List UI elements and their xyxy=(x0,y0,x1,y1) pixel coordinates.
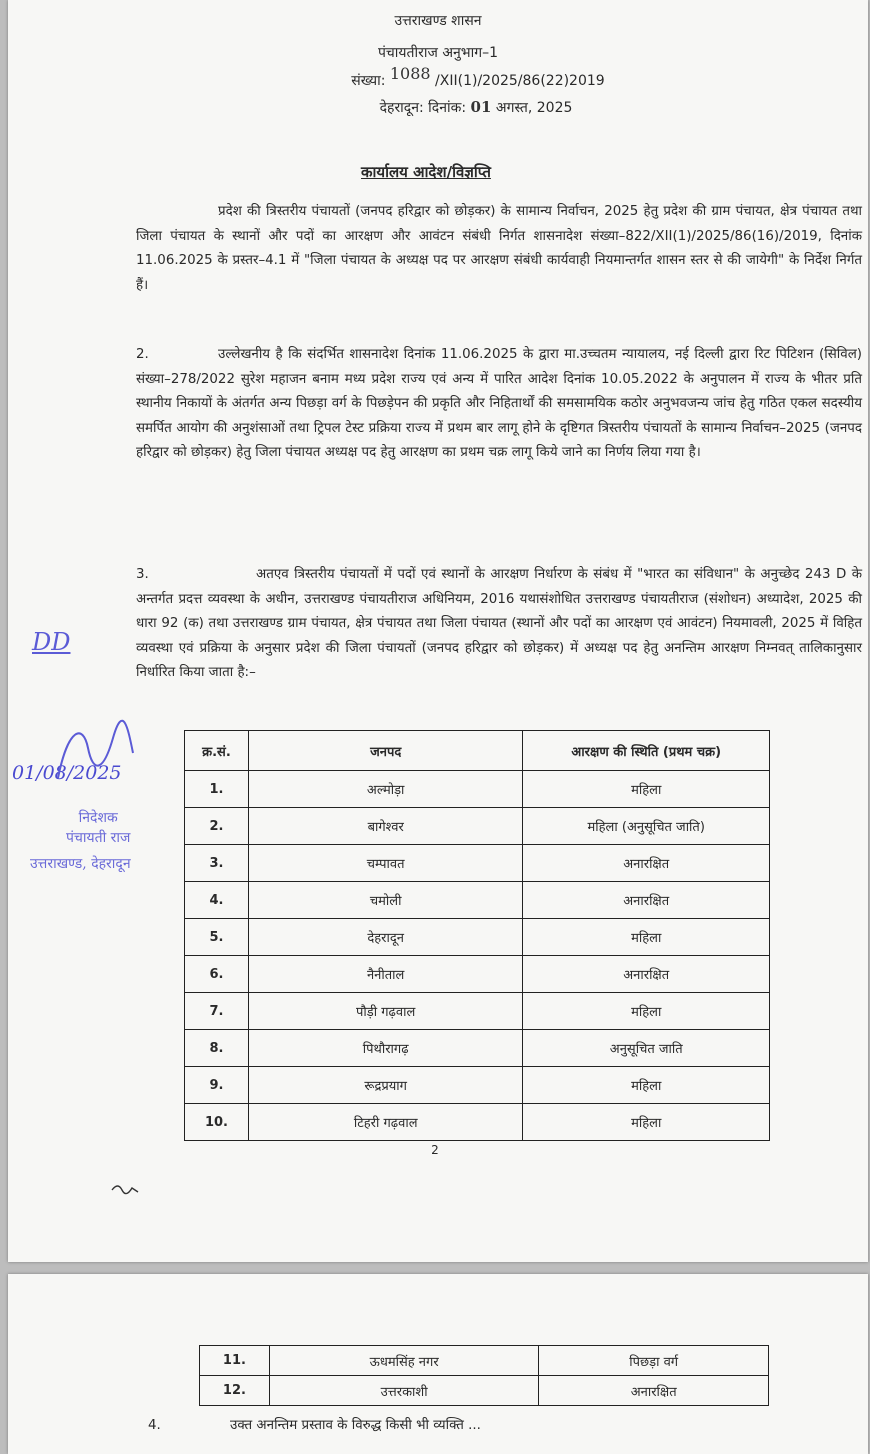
reservation-status-cell: अनुसूचित जाति xyxy=(523,1030,770,1067)
date-line xyxy=(8,98,868,117)
document-page-2 xyxy=(8,1274,868,1454)
government-name: उत्तराखण्ड शासन xyxy=(394,13,482,29)
reservation-status-cell: महिला xyxy=(523,1067,770,1104)
serial-number-cell: 6. xyxy=(185,956,249,993)
table-row xyxy=(185,993,770,1030)
handwritten-initials: DD xyxy=(32,628,71,656)
district-cell: रूद्रप्रयाग xyxy=(248,1067,523,1104)
date-day-handwritten: 01 xyxy=(470,98,492,116)
reservation-table-continued xyxy=(199,1345,769,1406)
table-header-cell: जनपद xyxy=(248,731,523,771)
district-cell: चम्पावत xyxy=(248,845,523,882)
stamp-line-3: उत्तराखण्ड, देहरादून xyxy=(30,856,131,872)
paragraph-1: प्रदेश की त्रिस्तरीय पंचायतों (जनपद हरिद्वार को छोड़कर) के सामान्य निर्वाचन, 2025 हेतु प्रदेश की ग्राम पंचायत, क्षेत्र पंचायत तथा जिला पंचायत के स्थानों और पदों का आरक्षण और आवंटन संबंधी निर्गत शासनादेश संख्या–822/XII(1)/2025/86(16)/2019, दिनांक 11.06.2025 के प्रस्तर–4.1 में "जिला पंचायत के अध्यक्ष पद पर आरक्षण संबंधी कार्यवाही नियमान्तर्गत शासन स्तर से की जायेगी" के निर्देश निर्गत हैं। xyxy=(136,204,862,293)
table-row xyxy=(185,808,770,845)
district-cell: पिथौरागढ़ xyxy=(248,1030,523,1067)
district-cell: टिहरी गढ़वाल xyxy=(248,1104,523,1141)
serial-number-cell: 10. xyxy=(185,1104,249,1141)
table-header-cell: आरक्षण की स्थिति (प्रथम चक्र) xyxy=(523,731,770,771)
district-cell: उत्तरकाशी xyxy=(269,1376,539,1406)
reference-suffix: /XII(1)/2025/86(22)2019 xyxy=(435,73,605,89)
official-stamp xyxy=(66,808,130,848)
stamp-line-2: पंचायती राज xyxy=(66,830,131,846)
table-row xyxy=(185,1030,770,1067)
district-cell: चमोली xyxy=(248,882,523,919)
table-row xyxy=(200,1376,769,1406)
table-row xyxy=(200,1346,769,1376)
reference-number-handwritten: 1088 xyxy=(389,64,431,83)
district-cell: ऊधमसिंह नगर xyxy=(269,1346,539,1376)
serial-number-cell: 2. xyxy=(185,808,249,845)
table-row xyxy=(185,1067,770,1104)
paragraph-4-number: 4. xyxy=(148,1418,161,1433)
page-number: 2 xyxy=(431,1143,439,1157)
paragraph-2-text: उल्लेखनीय है कि संदर्भित शासनादेश दिनांक 11.06.2025 के द्वारा मा.उच्चतम न्यायालय, नई दिल्ली द्वारा रिट पिटिशन (सिविल) संख्या–278/2022 सुरेश महाजन बनाम मध्य प्रदेश राज्य एवं अन्य में पारित आदेश दिनांक 10.05.2022 के अनुपालन में राज्य के भीतर प्रति स्थानीय निकायों के अंतर्गत अन्य पिछड़ा वर्ग के पिछड़ेपन की प्रकृति और निहितार्थों की समसामयिक कठोर अनुभवजन्य जांच हेतु गठित एकल सदस्यीय समर्पित आयोग की अनुशंसाओं तथा ट्रिपल टेस्ट प्रक्रिया राज्य में प्रथम बार लागू होने के दृष्टिगत त्रिस्तरीय पंचायतों के सामान्य निर्वाचन–2025 (जनपद हरिद्वार को छोड़कर) हेतु जिला पंचायत अध्यक्ष पद हेतु आरक्षण का प्रथम चक्र लागू किये जाने का निर्णय लिया गया है। xyxy=(136,347,862,461)
reservation-status-cell: पिछड़ा वर्ग xyxy=(539,1346,769,1376)
serial-number-cell: 12. xyxy=(200,1376,270,1406)
paragraph-3 xyxy=(136,563,862,686)
table-row xyxy=(185,956,770,993)
serial-number-cell: 9. xyxy=(185,1067,249,1104)
paragraph-2 xyxy=(136,343,862,466)
district-cell: नैनीताल xyxy=(248,956,523,993)
serial-number-cell: 1. xyxy=(185,771,249,808)
table-row xyxy=(185,882,770,919)
table-row xyxy=(185,919,770,956)
date-label: देहरादून: दिनांक: xyxy=(379,100,467,116)
table-row xyxy=(185,845,770,882)
serial-number-cell: 5. xyxy=(185,919,249,956)
paragraph-3-text: अतएव त्रिस्तरीय पंचायतों में पदों एवं स्थानों के आरक्षण निर्धारण के संबंध में "भारत का संविधान" के अनुच्छेद 243 D के अन्तर्गत प्रदत्त व्यवस्था के अधीन, उत्तराखण्ड पंचायतीराज अधिनियम, 2016 यथासंशोधित उत्तराखण्ड पंचायतीराज (संशोधन) अध्यादेश, 2025 की धारा 92 (क) तथा उत्तराखण्ड ग्राम पंचायत, क्षेत्र पंचायत तथा जिला पंचायत (स्थानों और पदों का आरक्षण एवं आवंटन) नियमावली, 2025 में विहित व्यवस्था एवं प्रक्रिया के अनुसार प्रदेश की जिला पंचायतों (जनपद हरिद्वार को छोड़कर) में अध्यक्ष पद हेतु अनन्तिम आरक्षण निम्नवत् तालिकानुसार निर्धारित किया जाता है:– xyxy=(136,567,862,681)
handwritten-signature-date: 01/08/2025 xyxy=(12,762,122,784)
department-name: पंचायतीराज अनुभाग–1 xyxy=(377,45,499,61)
serial-number-cell: 4. xyxy=(185,882,249,919)
district-cell: देहरादून xyxy=(248,919,523,956)
serial-number-cell: 11. xyxy=(200,1346,270,1376)
district-cell: अल्मोड़ा xyxy=(248,771,523,808)
table-header-row xyxy=(185,731,770,771)
reservation-table xyxy=(184,730,770,1141)
reservation-status-cell: अनारक्षित xyxy=(539,1376,769,1406)
order-title: कार्यालय आदेश/विज्ञप्ति xyxy=(361,163,491,181)
document-page-1 xyxy=(8,0,868,1262)
serial-number-cell: 8. xyxy=(185,1030,249,1067)
reservation-status-cell: अनारक्षित xyxy=(523,956,770,993)
date-month-year: अगस्त, 2025 xyxy=(495,100,573,116)
serial-number-cell: 7. xyxy=(185,993,249,1030)
reservation-status-cell: महिला (अनुसूचित जाति) xyxy=(523,808,770,845)
reservation-status-cell: महिला xyxy=(523,919,770,956)
reservation-status-cell: महिला xyxy=(523,771,770,808)
table-row xyxy=(185,771,770,808)
reference-label: संख्या: xyxy=(351,73,386,89)
paragraph-3-number: 3. xyxy=(136,567,149,582)
paragraph-4 xyxy=(148,1414,848,1439)
district-cell: बागेश्वर xyxy=(248,808,523,845)
district-cell: पौड़ी गढ़वाल xyxy=(248,993,523,1030)
reservation-status-cell: अनारक्षित xyxy=(523,845,770,882)
pen-mark xyxy=(110,1180,140,1196)
paragraph-4-text: उक्त अनन्तिम प्रस्ताव के विरुद्ध किसी भी व्यक्ति ... xyxy=(230,1418,481,1433)
table-row xyxy=(185,1104,770,1141)
serial-number-cell: 3. xyxy=(185,845,249,882)
reservation-status-cell: अनारक्षित xyxy=(523,882,770,919)
stamp-line-1: निदेशक xyxy=(78,810,118,826)
reference-number-line xyxy=(8,64,868,90)
reservation-status-cell: महिला xyxy=(523,1104,770,1141)
paragraph-2-number: 2. xyxy=(136,347,149,362)
reservation-status-cell: महिला xyxy=(523,993,770,1030)
signature-scribble xyxy=(48,718,138,788)
table-header-cell: क्र.सं. xyxy=(185,731,249,771)
